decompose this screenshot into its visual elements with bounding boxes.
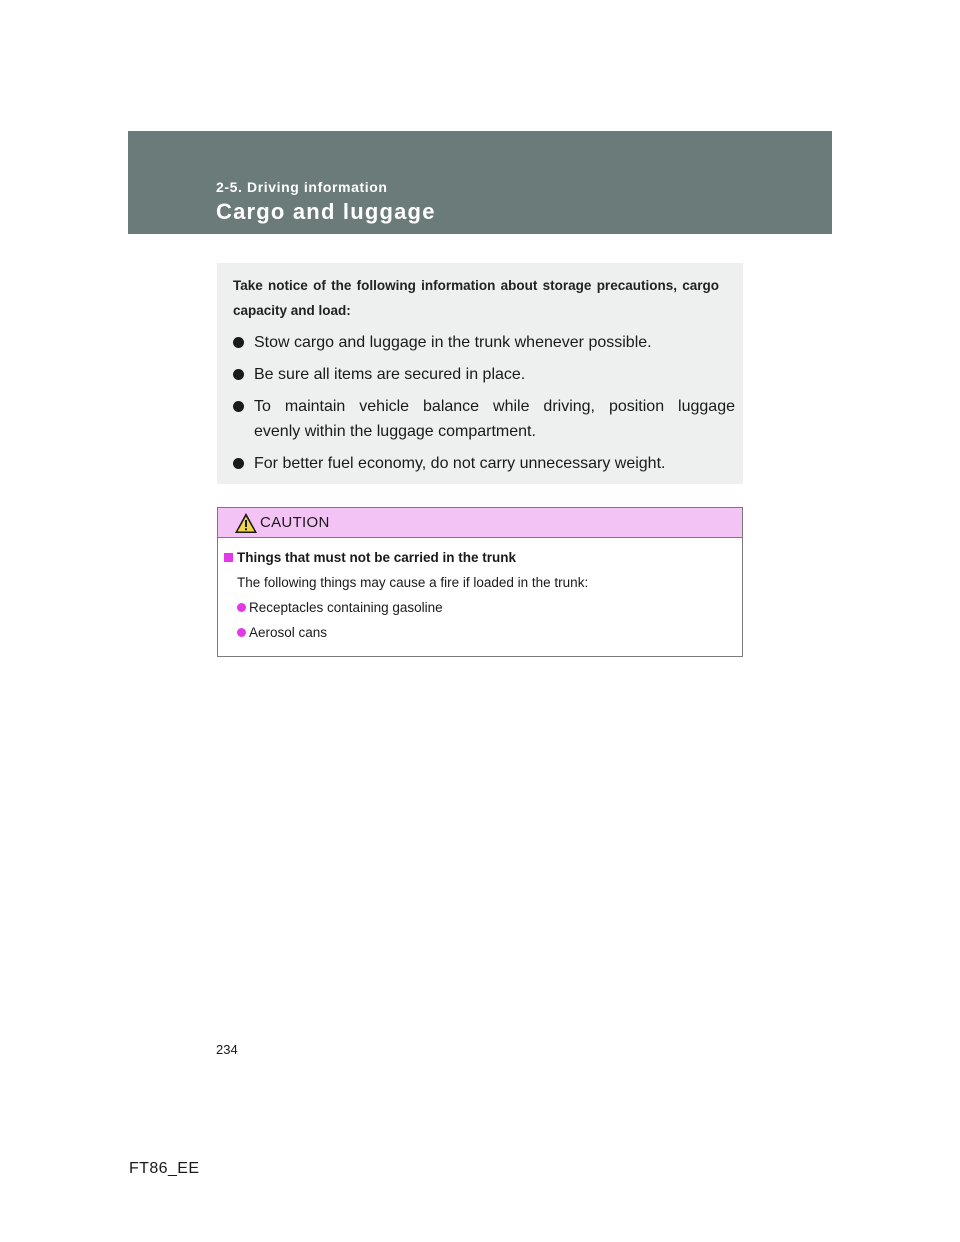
caution-text: The following things may cause a fire if loaded in the trunk: [237, 575, 589, 590]
list-item [233, 451, 735, 476]
list-item-text: For better fuel economy, do not carry unnecessary weight. [254, 455, 666, 472]
caution-body [218, 538, 742, 643]
list-item [233, 330, 735, 355]
section-header [128, 131, 832, 234]
list-item-text-continued: evenly within the luggage compartment. [254, 423, 536, 440]
bullet-dot-icon [233, 369, 244, 380]
caution-bar [218, 508, 742, 538]
caution-box [217, 507, 743, 657]
list-item-text: Aerosol cans [249, 625, 328, 640]
section-label: 2-5. Driving information [216, 179, 388, 195]
list-item [233, 362, 735, 387]
document-code: FT86_EE [129, 1160, 200, 1177]
caution-label: CAUTION [260, 514, 330, 531]
page-title: Cargo and luggage [216, 199, 436, 224]
list-item [237, 623, 742, 643]
square-bullet-icon [224, 553, 233, 562]
list-item [237, 598, 742, 618]
page-number: 234 [216, 1042, 238, 1057]
caution-item-list [224, 598, 742, 643]
list-item-text: To maintain vehicle balance while driving, position luggage [254, 398, 735, 415]
info-box [217, 263, 743, 484]
info-bullet-list [233, 330, 735, 476]
bullet-dot-icon [233, 458, 244, 469]
bullet-dot-icon [233, 337, 244, 348]
list-item-text: Be sure all items are secured in place. [254, 366, 526, 383]
list-item-text: Stow cargo and luggage in the trunk whenever possible. [254, 334, 652, 351]
list-item [233, 394, 735, 444]
bullet-dot-icon [237, 628, 246, 637]
list-item-text: Receptacles containing gasoline [249, 600, 443, 615]
warning-triangle-icon [234, 512, 258, 534]
bullet-dot-icon [237, 603, 246, 612]
bullet-dot-icon [233, 401, 244, 412]
info-intro: Take notice of the following information about storage precautions, cargo capacity and load: [233, 278, 719, 318]
caution-heading [224, 548, 742, 568]
caution-heading-text: Things that must not be carried in the trunk [237, 550, 517, 565]
